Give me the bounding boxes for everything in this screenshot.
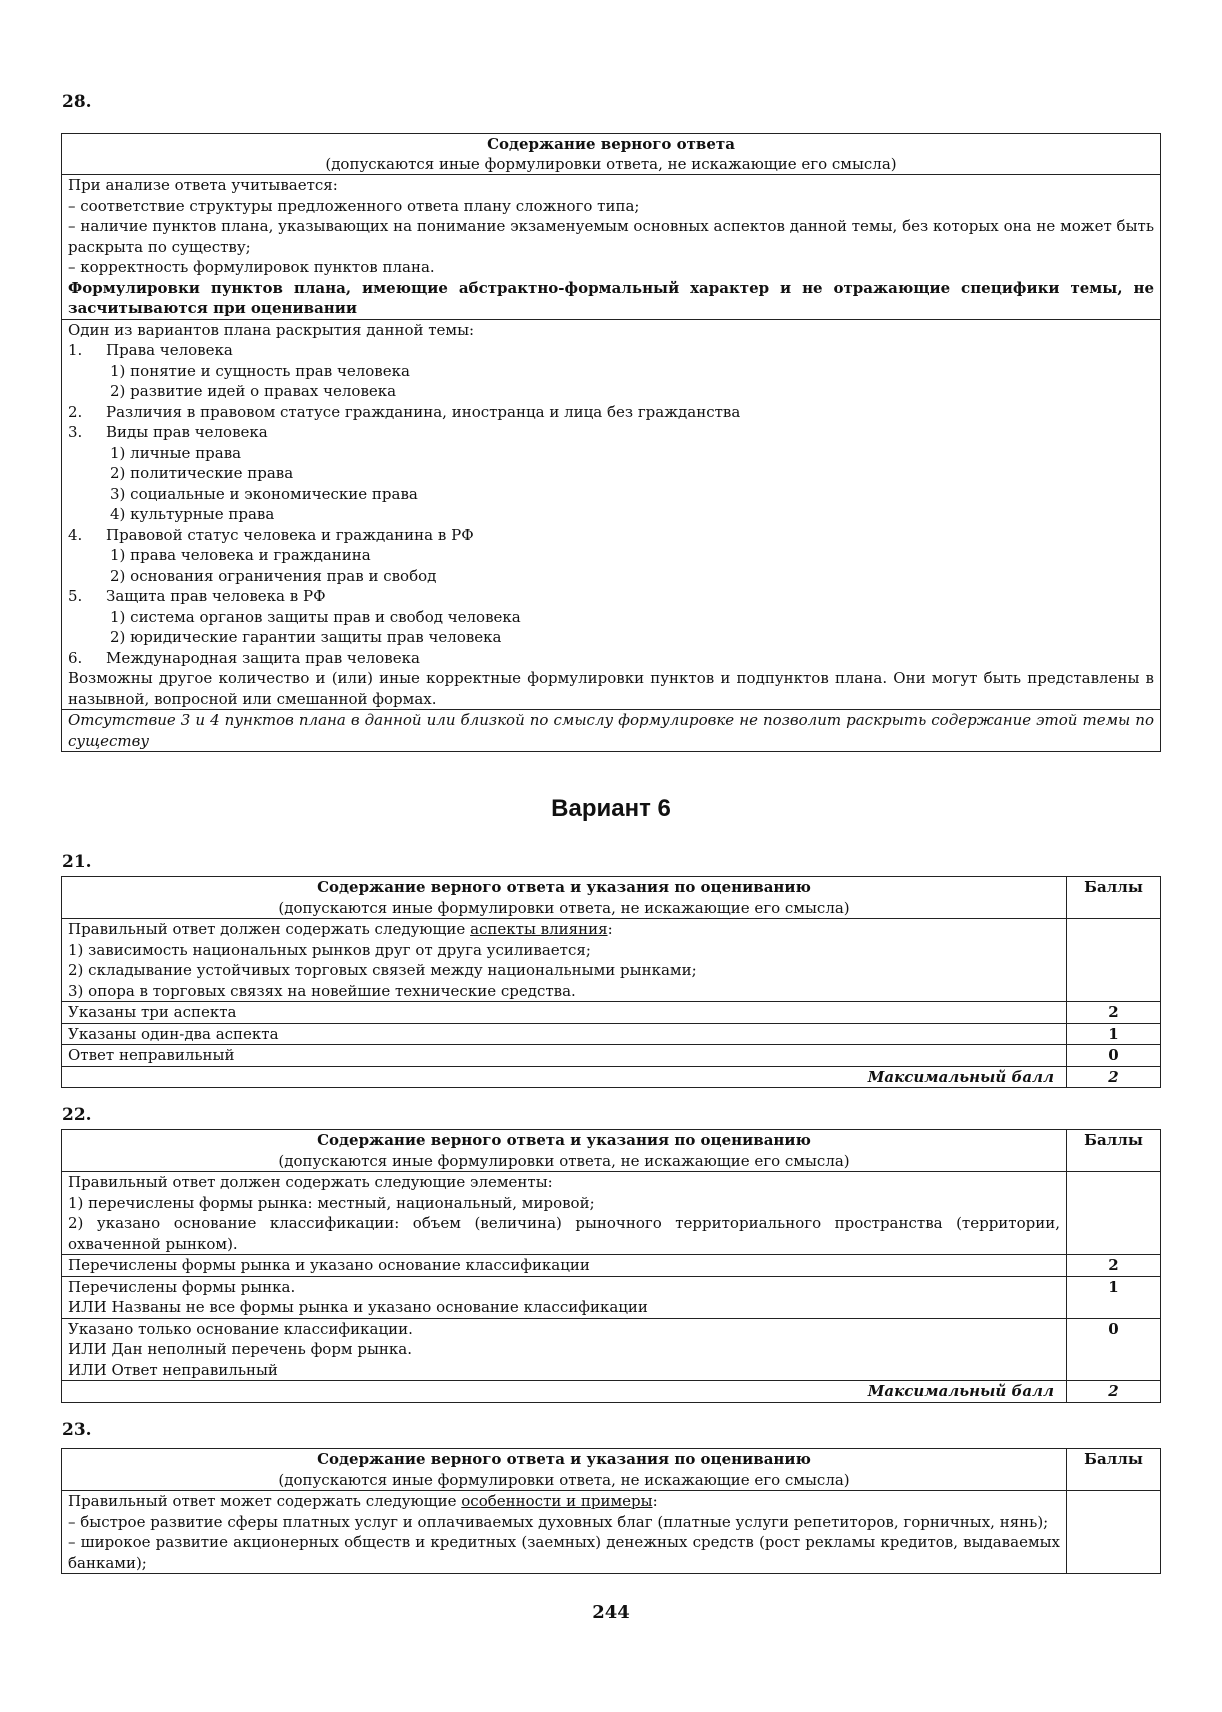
criterion-score: 1 [1067, 1276, 1161, 1318]
answer-table-28 [61, 133, 1161, 752]
criterion-score: 0 [1067, 1318, 1161, 1381]
header-subtitle: (допускаются иные формулировки ответа, не искажающие его смысла) [278, 1470, 850, 1489]
plan-intro: Один из вариантов плана раскрытия данной темы: [68, 320, 475, 339]
plan-item: 1. Права человека [68, 341, 233, 359]
table-header [62, 877, 1067, 919]
plan-item: 4. Правовой статус человека и гражданина в РФ [68, 525, 474, 544]
plan-subitem: 2) политические права [110, 464, 294, 482]
header-title: Содержание верного ответа и указания по оцениванию [317, 1450, 811, 1468]
plan-subitem: 2) развитие идей о правах человека [110, 382, 397, 400]
criterion-score: 1 [1067, 1023, 1161, 1045]
score-header: Баллы [1067, 1130, 1161, 1172]
max-score-label: Максимальный балл [62, 1066, 1067, 1088]
criteria-line: При анализе ответа учитывается: [68, 176, 338, 194]
criterion-row: Ответ неправильный [62, 1045, 1067, 1067]
header-title: Содержание верного ответа и указания по оцениванию [317, 1131, 811, 1149]
plan-item: 6. Международная защита прав человека [68, 648, 420, 667]
answer-intro: Правильный ответ должен содержать следующие аспекты влияния: [68, 920, 613, 938]
criteria-line: – соответствие структуры предложенного ответа плану сложного типа; [68, 196, 640, 215]
criterion-row: Перечислены формы рынка и указано основание классификации [62, 1255, 1067, 1277]
plan-subitem: 1) система органов защиты прав и свобод человека [110, 607, 521, 626]
answer-table-21 [61, 876, 1161, 1088]
score-header: Баллы [1067, 877, 1161, 919]
plan-item: 5. Защита прав человека в РФ [68, 587, 326, 605]
header-subtitle: (допускаются иные формулировки ответа, не искажающие его смысла) [325, 155, 897, 173]
criteria-bold-note: Формулировки пунктов плана, имеющие абстрактно-формальный характер и не отражающие специфики темы, не засчитываются при оценивании [68, 278, 1154, 317]
criterion-score: 2 [1067, 1002, 1161, 1024]
max-score-label: Максимальный балл [62, 1381, 1067, 1403]
plan-subitem: 2) юридические гарантии защиты прав человека [110, 628, 502, 646]
answer-line: 2) указано основание классификации: объем (величина) рыночного территориального пространства (территории, охваченной рынком). [68, 1214, 1061, 1253]
answer-intro: Правильный ответ может содержать следующие особенности и примеры: [68, 1492, 658, 1510]
criteria-cell [62, 175, 1161, 320]
plan-item: 2. Различия в правовом статусе гражданина, иностранца и лица без гражданства [68, 402, 741, 421]
question-number-23: 23. [62, 1420, 92, 1440]
answer-line: 3) опора в торговых связях на новейшие технические средства. [68, 981, 576, 1000]
criterion-score: 2 [1067, 1255, 1161, 1277]
answer-cell [62, 1172, 1067, 1255]
criterion-row: Перечислены формы рынка. ИЛИ Названы не все формы рынка и указано основание классификации [62, 1276, 1067, 1318]
answer-table-23 [61, 1448, 1161, 1574]
header-subtitle: (допускаются иные формулировки ответа, не искажающие его смысла) [278, 898, 850, 917]
header-subtitle: (допускаются иные формулировки ответа, не искажающие его смысла) [278, 1151, 850, 1170]
criterion-row: Указаны три аспекта [62, 1002, 1067, 1024]
plan-cell [62, 319, 1161, 710]
answer-cell [62, 1491, 1067, 1574]
answer-line: Правильный ответ должен содержать следующие элементы: [68, 1173, 553, 1191]
plan-subitem: 1) понятие и сущность прав человека [110, 361, 410, 380]
max-score-value: 2 [1067, 1066, 1161, 1088]
table-header [62, 1449, 1067, 1491]
page-number: 244 [592, 1602, 630, 1623]
table-header [62, 1130, 1067, 1172]
criterion-row: Указаны один-два аспекта [62, 1023, 1067, 1045]
plan-subitem: 1) права человека и гражданина [110, 546, 371, 564]
header-title: Содержание верного ответа [487, 135, 735, 153]
criteria-line: – корректность формулировок пунктов плана. [68, 258, 435, 276]
plan-subitem: 4) культурные права [110, 505, 275, 523]
plan-subitem: 2) основания ограничения прав и свобод [110, 566, 437, 585]
variant-title: Вариант 6 [551, 795, 671, 822]
answer-cell [62, 919, 1067, 1002]
question-number-22: 22. [62, 1105, 92, 1125]
answer-table-22 [61, 1129, 1161, 1403]
criterion-score: 0 [1067, 1045, 1161, 1067]
answer-line: 2) складывание устойчивых торговых связей между национальными рынками; [68, 961, 697, 979]
italic-note-cell [62, 710, 1161, 752]
plan-item: 3. Виды прав человека [68, 423, 268, 441]
criterion-row: Указано только основание классификации. ИЛИ Дан неполный перечень форм рынка. ИЛИ Ответ неправильный [62, 1318, 1067, 1381]
plan-note: Возможны другое количество и (или) иные корректные формулировки пунктов и подпунктов плана. Они могут быть представлены в назывной, вопросной или смешанной формах. [68, 669, 1154, 708]
question-number-28: 28. [62, 92, 92, 112]
score-header: Баллы [1067, 1449, 1161, 1491]
max-score-value: 2 [1067, 1381, 1161, 1403]
answer-line: – широкое развитие акционерных обществ и кредитных (заемных) денежных средств (рост рекламы кредитов, выдаваемых банками); [68, 1533, 1061, 1572]
table-header [62, 134, 1161, 175]
criteria-line: – наличие пунктов плана, указывающих на понимание экзаменуемым основных аспектов данной темы, без которых она не может быть раскрыта по существу; [68, 217, 1154, 256]
italic-note: Отсутствие 3 и 4 пунктов плана в данной или близкой по смыслу формулировке не позволит раскрыть содержание этой темы по существу [68, 711, 1154, 750]
plan-subitem: 1) личные права [110, 443, 242, 462]
header-title: Содержание верного ответа и указания по оцениванию [317, 878, 811, 896]
answer-line: 1) перечислены формы рынка: местный, национальный, мировой; [68, 1193, 595, 1212]
answer-line: 1) зависимость национальных рынков друг от друга усиливается; [68, 940, 591, 959]
question-number-21: 21. [62, 852, 92, 872]
plan-subitem: 3) социальные и экономические права [110, 484, 418, 503]
answer-line: – быстрое развитие сферы платных услуг и оплачиваемых духовных благ (платные услуги репетиторов, горничных, нянь); [68, 1512, 1049, 1531]
